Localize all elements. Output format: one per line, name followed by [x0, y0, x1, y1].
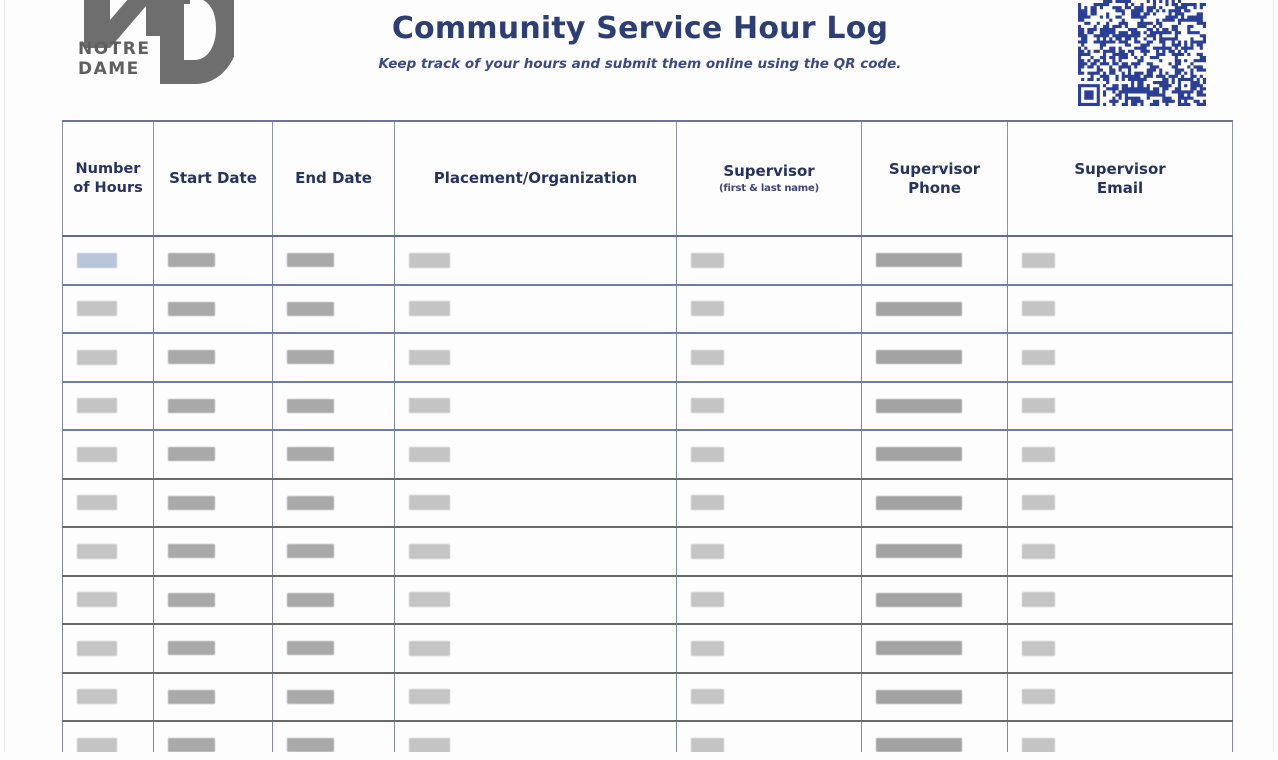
cell-hours-placeholder	[77, 689, 117, 704]
column-header-supervisor-phone-line1: Supervisor	[888, 159, 981, 178]
cell-supervisor-phone-placeholder	[876, 593, 962, 607]
cell-supervisor-email[interactable]	[1008, 624, 1233, 673]
column-header-end-date	[273, 121, 395, 236]
cell-end-date-placeholder	[287, 593, 334, 607]
table-row	[63, 430, 1233, 479]
cell-hours-placeholder	[77, 495, 117, 510]
cell-placement[interactable]	[395, 333, 677, 382]
cell-supervisor[interactable]	[677, 382, 862, 431]
cell-supervisor-email[interactable]	[1008, 479, 1233, 528]
table-row	[63, 673, 1233, 722]
column-header-supervisor-sublabel: (first & last name)	[719, 182, 819, 194]
cell-placement[interactable]	[395, 673, 677, 722]
cell-start-date-placeholder	[168, 738, 215, 752]
cell-start-date-placeholder	[168, 447, 215, 461]
cell-supervisor-phone[interactable]	[862, 430, 1008, 479]
document-header	[0, 0, 1278, 118]
cell-supervisor-phone-placeholder	[876, 496, 962, 510]
cell-hours-placeholder	[77, 350, 117, 365]
cell-start-date[interactable]	[154, 430, 273, 479]
cell-supervisor-phone[interactable]	[862, 721, 1008, 760]
cell-supervisor-phone-placeholder	[876, 447, 962, 461]
cell-placement-placeholder	[409, 641, 450, 656]
cell-placement[interactable]	[395, 527, 677, 576]
cell-supervisor-placeholder	[691, 253, 724, 268]
column-header-hours-line2: of Hours	[73, 179, 143, 196]
cell-supervisor-phone-placeholder	[876, 690, 962, 704]
cell-placement-placeholder	[409, 398, 450, 413]
cell-end-date-placeholder	[287, 690, 334, 704]
cell-end-date[interactable]	[273, 527, 395, 576]
cell-supervisor-email-placeholder	[1022, 641, 1055, 656]
cell-placement[interactable]	[395, 576, 677, 625]
cell-supervisor-placeholder	[691, 544, 724, 559]
cell-placement[interactable]	[395, 624, 677, 673]
cell-hours[interactable]	[63, 479, 154, 528]
cell-hours[interactable]	[63, 430, 154, 479]
logo-text-notre: NOTRE	[78, 39, 151, 59]
column-header-start-date-label: Start Date	[169, 169, 257, 188]
column-header-hours-line1: Number	[75, 161, 141, 178]
table-row	[63, 236, 1233, 285]
cell-end-date[interactable]	[273, 673, 395, 722]
cell-placement-placeholder	[409, 689, 450, 704]
cell-start-date[interactable]	[154, 479, 273, 528]
cell-start-date-placeholder	[168, 253, 215, 267]
cell-start-date[interactable]	[154, 673, 273, 722]
cell-supervisor-placeholder	[691, 738, 724, 753]
cell-supervisor-placeholder	[691, 398, 724, 413]
cell-placement-placeholder	[409, 301, 450, 316]
cell-end-date[interactable]	[273, 236, 395, 285]
notre-dame-logo	[64, 0, 234, 114]
cell-supervisor-phone[interactable]	[862, 285, 1008, 334]
cell-supervisor-placeholder	[691, 641, 724, 656]
cell-end-date-placeholder	[287, 641, 334, 655]
cell-supervisor-phone-placeholder	[876, 641, 962, 655]
cell-supervisor-email-placeholder	[1022, 592, 1055, 607]
cell-supervisor-placeholder	[691, 592, 724, 607]
cell-start-date-placeholder	[168, 593, 215, 607]
cell-placement-placeholder	[409, 350, 450, 365]
cell-supervisor-email-placeholder	[1022, 301, 1055, 316]
cell-supervisor-email-placeholder	[1022, 253, 1055, 268]
logo-text-dame: DAME	[78, 59, 140, 79]
cell-end-date[interactable]	[273, 721, 395, 760]
cell-hours-placeholder	[77, 398, 117, 413]
cell-placement[interactable]	[395, 479, 677, 528]
table-row	[63, 527, 1233, 576]
cell-start-date-placeholder	[168, 641, 215, 655]
cell-supervisor-phone[interactable]	[862, 624, 1008, 673]
cell-supervisor-phone-placeholder	[876, 302, 962, 316]
column-header-placement-label: Placement/Organization	[433, 169, 638, 188]
cell-end-date-placeholder	[287, 738, 334, 752]
cell-start-date[interactable]	[154, 333, 273, 382]
cell-supervisor-email-placeholder	[1022, 447, 1055, 462]
cell-hours-placeholder	[77, 738, 117, 753]
cell-hours[interactable]	[63, 333, 154, 382]
title-block	[270, 2, 1010, 72]
cell-end-date[interactable]	[273, 333, 395, 382]
cell-supervisor-phone[interactable]	[862, 576, 1008, 625]
cell-hours[interactable]	[63, 527, 154, 576]
column-header-supervisor-phone	[862, 121, 1008, 236]
cell-placement-placeholder	[409, 544, 450, 559]
column-header-supervisor	[677, 121, 862, 236]
table-body	[63, 236, 1233, 760]
cell-hours[interactable]	[63, 576, 154, 625]
cell-start-date-placeholder	[168, 690, 215, 704]
cell-start-date[interactable]	[154, 576, 273, 625]
cell-placement[interactable]	[395, 430, 677, 479]
cell-supervisor-email[interactable]	[1008, 527, 1233, 576]
cell-supervisor-phone[interactable]	[862, 479, 1008, 528]
cell-supervisor-email-placeholder	[1022, 398, 1055, 413]
column-header-placement	[395, 121, 677, 236]
cell-end-date-placeholder	[287, 253, 334, 267]
cell-start-date-placeholder	[168, 350, 215, 364]
column-header-supervisor-email-line2: Email	[1096, 178, 1144, 197]
cell-supervisor[interactable]	[677, 721, 862, 760]
cell-start-date[interactable]	[154, 236, 273, 285]
cell-start-date[interactable]	[154, 527, 273, 576]
cell-supervisor[interactable]	[677, 430, 862, 479]
cell-end-date[interactable]	[273, 624, 395, 673]
cell-supervisor-email-placeholder	[1022, 689, 1055, 704]
cell-supervisor[interactable]	[677, 527, 862, 576]
column-header-supervisor-email-line1: Supervisor	[1074, 159, 1166, 178]
cell-start-date-placeholder	[168, 544, 215, 558]
cell-start-date-placeholder	[168, 302, 215, 316]
cell-end-date[interactable]	[273, 382, 395, 431]
cell-supervisor-email-placeholder	[1022, 544, 1055, 559]
cell-supervisor[interactable]	[677, 673, 862, 722]
cell-supervisor[interactable]	[677, 236, 862, 285]
cell-supervisor[interactable]	[677, 285, 862, 334]
cell-supervisor[interactable]	[677, 576, 862, 625]
table-row	[63, 576, 1233, 625]
column-header-hours	[63, 121, 154, 236]
cell-supervisor-placeholder	[691, 301, 724, 316]
cell-end-date-placeholder	[287, 302, 334, 316]
column-header-start-date	[154, 121, 273, 236]
page-title: Community Service Hour Log	[391, 11, 889, 46]
table-row	[63, 382, 1233, 431]
column-header-supervisor-email	[1008, 121, 1233, 236]
cell-supervisor-phone[interactable]	[862, 527, 1008, 576]
cell-placement[interactable]	[395, 382, 677, 431]
cell-placement-placeholder	[409, 738, 450, 753]
cell-supervisor-phone-placeholder	[876, 399, 962, 413]
table-row	[63, 285, 1233, 334]
cell-supervisor[interactable]	[677, 624, 862, 673]
cell-start-date-placeholder	[168, 399, 215, 413]
cell-supervisor-email[interactable]	[1008, 285, 1233, 334]
table-header-row	[63, 121, 1233, 236]
cell-supervisor[interactable]	[677, 479, 862, 528]
cell-end-date[interactable]	[273, 576, 395, 625]
cell-start-date[interactable]	[154, 624, 273, 673]
cell-hours-placeholder	[77, 544, 117, 559]
cell-supervisor-phone[interactable]	[862, 382, 1008, 431]
cell-supervisor-email[interactable]	[1008, 236, 1233, 285]
cell-placement-placeholder	[409, 253, 450, 268]
cell-end-date-placeholder	[287, 350, 334, 364]
cell-supervisor-email[interactable]	[1008, 333, 1233, 382]
cell-supervisor-email[interactable]	[1008, 721, 1233, 760]
table-row	[63, 721, 1233, 760]
cell-supervisor-email-placeholder	[1022, 350, 1055, 365]
cell-supervisor-email-placeholder	[1022, 495, 1055, 510]
cell-placement-placeholder	[409, 447, 450, 462]
cell-hours[interactable]	[63, 721, 154, 760]
cell-hours[interactable]	[63, 285, 154, 334]
cell-supervisor-placeholder	[691, 447, 724, 462]
cell-supervisor[interactable]	[677, 333, 862, 382]
table-row	[63, 624, 1233, 673]
cell-supervisor-phone[interactable]	[862, 333, 1008, 382]
cell-hours-placeholder	[77, 301, 117, 316]
cell-supervisor-email[interactable]	[1008, 430, 1233, 479]
cell-hours-placeholder	[77, 592, 117, 607]
cell-hours[interactable]	[63, 624, 154, 673]
page-subtitle: Keep track of your hours and submit them online using the QR code.	[378, 55, 902, 72]
cell-hours-placeholder	[77, 641, 117, 656]
cell-supervisor-email[interactable]	[1008, 382, 1233, 431]
cell-hours[interactable]	[63, 673, 154, 722]
cell-start-date[interactable]	[154, 382, 273, 431]
cell-hours-placeholder	[77, 253, 117, 268]
table-row	[63, 333, 1233, 382]
cell-supervisor-email[interactable]	[1008, 576, 1233, 625]
cell-placement[interactable]	[395, 721, 677, 760]
cell-supervisor-phone-placeholder	[876, 544, 962, 558]
cell-supervisor-phone-placeholder	[876, 350, 962, 364]
cell-placement-placeholder	[409, 495, 450, 510]
column-header-supervisor-phone-line2: Phone	[908, 178, 961, 197]
cell-placement[interactable]	[395, 236, 677, 285]
cell-supervisor-placeholder	[691, 689, 724, 704]
cell-hours[interactable]	[63, 382, 154, 431]
cell-end-date[interactable]	[273, 479, 395, 528]
cell-start-date[interactable]	[154, 285, 273, 334]
cell-end-date-placeholder	[287, 399, 334, 413]
cell-end-date-placeholder	[287, 544, 334, 558]
cell-end-date[interactable]	[273, 430, 395, 479]
column-header-supervisor-label: Supervisor	[723, 161, 815, 180]
cell-end-date[interactable]	[273, 285, 395, 334]
cell-start-date[interactable]	[154, 721, 273, 760]
cell-supervisor-email-placeholder	[1022, 738, 1055, 753]
cell-start-date-placeholder	[168, 496, 215, 510]
cell-end-date-placeholder	[287, 447, 334, 461]
cell-supervisor-placeholder	[691, 495, 724, 510]
cell-hours[interactable]	[63, 236, 154, 285]
cell-supervisor-phone-placeholder	[876, 253, 962, 267]
cell-supervisor-phone[interactable]	[862, 236, 1008, 285]
cell-placement-placeholder	[409, 592, 450, 607]
cell-supervisor-email[interactable]	[1008, 673, 1233, 722]
qr-code[interactable]	[1062, 0, 1222, 106]
service-hour-log-table	[62, 120, 1233, 760]
cell-end-date-placeholder	[287, 496, 334, 510]
cell-supervisor-phone-placeholder	[876, 738, 962, 752]
table-row	[63, 479, 1233, 528]
cell-hours-placeholder	[77, 447, 117, 462]
cell-supervisor-phone[interactable]	[862, 673, 1008, 722]
column-header-end-date-label: End Date	[295, 169, 372, 188]
cell-placement[interactable]	[395, 285, 677, 334]
cell-supervisor-placeholder	[691, 350, 724, 365]
